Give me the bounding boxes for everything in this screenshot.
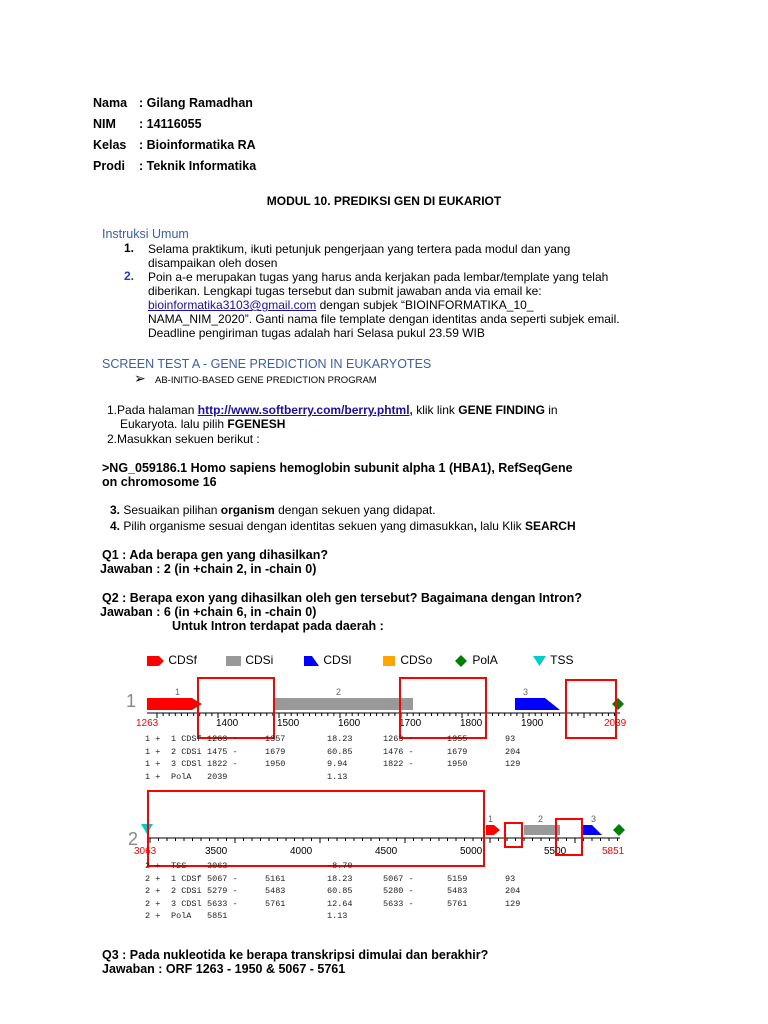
screen-test-subheading: AB-INITIO-BASED GENE PREDICTION PROGRAM xyxy=(155,375,377,386)
table-cell: 93 xyxy=(505,873,516,884)
table-cell: 2 CDSi xyxy=(171,886,202,896)
sequence-line-2: on chromosome 16 xyxy=(102,475,217,489)
tick-label: 3500 xyxy=(205,846,228,857)
table-cell: 129 xyxy=(505,898,521,909)
info-value: : 14116055 xyxy=(139,117,202,131)
table-cell: 5633 - xyxy=(207,898,238,909)
screen-test-heading: SCREEN TEST A - GENE PREDICTION IN EUKARYOTES xyxy=(102,357,432,371)
triangle-icon xyxy=(304,655,320,667)
info-row-nim xyxy=(93,117,202,131)
track-start-label: 3063 xyxy=(134,846,157,857)
table-row xyxy=(145,873,535,886)
table-cell: 5067 - xyxy=(383,873,414,884)
info-label: Nama xyxy=(93,96,128,110)
legend-label: PolA xyxy=(472,653,498,667)
table-cell: 1950 xyxy=(265,759,286,769)
table-cell: 204 xyxy=(505,746,521,757)
table-cell: 1263 - xyxy=(383,734,414,744)
instruction-2-line-1: Poin a-e merupakan tugas yang harus anda kerjakan pada lembar/template yang telah xyxy=(148,270,609,284)
info-value: : Teknik Informatika xyxy=(139,159,257,173)
table-cell: 1 + xyxy=(145,771,161,782)
track-end-label: 2039 xyxy=(604,718,627,729)
table-cell: 1355 xyxy=(447,734,468,744)
instructions-heading: Instruksi Umum xyxy=(102,227,189,241)
exon-label: 3 xyxy=(523,687,529,697)
table-cell: 1679 xyxy=(447,746,468,757)
table-row xyxy=(145,910,535,923)
fgenesh-label: FGENESH xyxy=(227,417,286,431)
info-value: : Gilang Ramadhan xyxy=(139,96,253,110)
step-1-text-mid: klik link xyxy=(412,403,459,417)
table-cell: PolA xyxy=(171,771,192,782)
step-4-text-mid: lalu Klik xyxy=(476,519,525,533)
table-cell: 1.13 xyxy=(327,911,348,921)
tick-label: 5000 xyxy=(460,846,483,857)
instruction-1-line-2: disampaikan oleh dosen xyxy=(148,256,278,270)
table-cell: 1 + xyxy=(145,734,161,744)
legend-label: CDSo xyxy=(400,653,433,667)
legend-tss xyxy=(533,653,573,667)
step-number: 2. xyxy=(107,432,118,446)
step-2 xyxy=(107,432,260,446)
tick-label: 1700 xyxy=(399,718,422,729)
table-cell: TSS xyxy=(171,861,187,871)
answer-2: Jawaban : 6 (in +chain 6, in -chain 0) xyxy=(100,605,317,619)
table-row xyxy=(145,860,535,873)
table-row xyxy=(145,746,535,759)
rect-icon xyxy=(226,655,242,667)
table-cell: 5161 xyxy=(265,873,286,884)
table-cell: 2 + xyxy=(145,861,161,871)
step-4-comma: , xyxy=(473,519,477,533)
exon-cdsi xyxy=(275,698,413,710)
step-1-text: Pada halaman xyxy=(117,403,198,417)
answer-1: Jawaban : 2 (in +chain 2, in -chain 0) xyxy=(100,562,317,576)
table-cell: 1476 - xyxy=(383,746,414,757)
step-3-text-post: dengan sekuen yang didapat. xyxy=(274,503,436,517)
table-row xyxy=(145,898,535,911)
exon-label: 3 xyxy=(591,814,597,824)
track-1-table xyxy=(145,733,535,783)
pola-marker xyxy=(612,698,624,710)
table-cell: 93 xyxy=(505,734,516,744)
exon-cdsi xyxy=(524,825,560,835)
page-title: MODUL 10. PREDIKSI GEN DI EUKARIOT xyxy=(266,194,502,208)
table-cell: 1 + xyxy=(145,759,161,769)
exon-label: 1 xyxy=(175,687,181,697)
table-cell: 1822 - xyxy=(383,759,414,769)
legend-label: CDSf xyxy=(168,653,198,667)
table-cell: 204 xyxy=(505,886,521,896)
table-cell: 18.23 xyxy=(327,873,353,884)
table-cell: PolA xyxy=(171,911,192,921)
exon-cdsf xyxy=(147,698,202,710)
table-cell: 3063 xyxy=(207,861,228,871)
step-number: 1. xyxy=(107,403,118,417)
table-cell: 5280 - xyxy=(383,886,414,896)
axis-ticks xyxy=(150,838,618,843)
table-cell: 1950 xyxy=(447,759,468,769)
table-cell: 1.13 xyxy=(327,771,348,782)
legend-cdsf xyxy=(147,653,197,667)
step-2-text: Masukkan sekuen berikut : xyxy=(117,432,260,446)
info-row-nama xyxy=(93,96,253,110)
table-cell: 1679 xyxy=(265,746,286,757)
exon-cdsl xyxy=(582,825,602,835)
tick-label: 1500 xyxy=(277,718,300,729)
table-cell: 2 + xyxy=(145,886,161,896)
legend-cdsi xyxy=(226,653,273,667)
chain-number: 2 xyxy=(128,829,139,849)
table-row xyxy=(145,733,535,746)
table-cell: 1357 xyxy=(265,734,286,744)
table-cell: 60.85 xyxy=(327,746,353,757)
answer-3: Jawaban : ORF 1263 - 1950 & 5067 - 5761 xyxy=(102,962,346,976)
legend-label: TSS xyxy=(550,653,574,667)
diamond-icon xyxy=(455,655,469,667)
step-number: 4. xyxy=(110,519,121,533)
step-1-line-2 xyxy=(120,417,285,431)
exon-cdsl xyxy=(515,698,560,710)
table-cell: 5761 xyxy=(447,898,468,909)
table-cell: 2 + xyxy=(145,873,161,884)
tick-label: 1600 xyxy=(338,718,361,729)
question-1: Q1 : Ada berapa gen yang dihasilkan? xyxy=(102,548,328,562)
arrow-bullet-icon: ➢ xyxy=(134,370,146,386)
instruction-number: 2. xyxy=(124,269,135,283)
chain-number: 1 xyxy=(126,691,137,711)
instruction-2-line-4: NAMA_NIM_2020”. Ganti nama file template dengan identitas anda seperti subjek email. xyxy=(148,312,620,326)
table-cell: -8.70 xyxy=(327,861,353,871)
table-cell: 18.23 xyxy=(327,734,353,744)
table-cell: 60.85 xyxy=(327,886,353,896)
legend-cdso xyxy=(383,653,432,667)
pola-marker xyxy=(613,824,625,836)
table-cell: 3 CDSl xyxy=(171,759,202,769)
instruction-2-line-3-rest: dengan subjek “BIOINFORMATIKA_10_ xyxy=(316,298,534,312)
table-cell: 5851 xyxy=(207,911,228,921)
step-1-line-1 xyxy=(107,403,558,417)
table-cell: 3 CDSl xyxy=(171,898,202,909)
table-cell: 2 + xyxy=(145,898,161,909)
legend-cdsl xyxy=(304,653,351,667)
gene-finding-label: GENE FINDING xyxy=(458,403,545,417)
intron-highlight-box xyxy=(198,678,274,738)
intron-highlight-box xyxy=(566,680,616,738)
step-number: 3. xyxy=(110,503,121,517)
table-cell: 2 CDSi xyxy=(171,746,202,757)
table-cell: 5279 - xyxy=(207,886,238,896)
table-cell: 1 CDSf xyxy=(171,734,202,744)
table-cell: 129 xyxy=(505,759,521,769)
intron-highlight-box xyxy=(148,791,484,866)
info-label: NIM xyxy=(93,117,116,131)
tick-label: 4000 xyxy=(290,846,313,857)
step-3 xyxy=(110,503,436,517)
table-cell: 5761 xyxy=(265,898,286,909)
table-cell: 2 + xyxy=(145,911,161,921)
instruction-2-line-5: Deadline pengiriman tugas adalah hari Selasa pukul 23.59 WIB xyxy=(148,326,485,340)
instruction-2-line-2: diberikan. Lengkapi tugas tersebut dan submit jawaban anda via email ke: xyxy=(148,284,542,298)
table-cell: 1263 - xyxy=(207,734,238,744)
table-cell: 1822 - xyxy=(207,759,238,769)
table-cell: 5067 - xyxy=(207,873,238,884)
table-row xyxy=(145,771,535,784)
step-4-text: Pilih organisme sesuai dengan identitas sekuen yang dimasukkan xyxy=(123,519,474,533)
exon-label: 1 xyxy=(488,814,494,824)
tick-label: 1400 xyxy=(216,718,239,729)
legend-label: CDSl xyxy=(323,653,352,667)
info-label: Kelas xyxy=(93,138,127,152)
info-label: Prodi xyxy=(93,159,125,173)
arrow-right-icon xyxy=(147,655,165,667)
triangle-down-icon xyxy=(533,655,547,667)
table-cell: 5159 xyxy=(447,873,468,884)
email-link[interactable]: bioinformatika3103@gmail.com xyxy=(148,298,317,312)
step-3-text: Sesuaikan pilihan xyxy=(123,503,221,517)
table-cell: 1 CDSf xyxy=(171,873,202,884)
table-cell: 5633 - xyxy=(383,898,414,909)
softberry-link[interactable]: http://www.softberry.com/berry.phtml, xyxy=(197,403,413,417)
answer-2-intron: Untuk Intron terdapat pada daerah : xyxy=(172,619,384,633)
table-cell: 9.94 xyxy=(327,759,348,769)
question-2: Q2 : Berapa exon yang dihasilkan oleh gen tersebut? Bagaimana dengan Intron? xyxy=(102,591,582,605)
table-cell: 5483 xyxy=(447,886,468,896)
info-value: : Bioinformatika RA xyxy=(139,138,256,152)
search-label: SEARCH xyxy=(524,519,576,533)
info-row-kelas xyxy=(93,138,256,152)
track-start-label: 1263 xyxy=(136,718,159,729)
info-row-prodi xyxy=(93,159,256,173)
table-cell: 2039 xyxy=(207,771,228,782)
table-row xyxy=(145,758,535,771)
instruction-2-line-3 xyxy=(148,298,533,312)
table-row xyxy=(145,885,535,898)
step-1-line-2-text: Eukaryota. lalu pilih xyxy=(120,417,228,431)
sequence-line-1: >NG_059186.1 Homo sapiens hemoglobin subunit alpha 1 (HBA1), RefSeqGene xyxy=(102,461,573,475)
exon-cdsf xyxy=(486,825,500,835)
instruction-number: 1. xyxy=(124,241,135,255)
exon-label: 2 xyxy=(336,687,342,697)
instruction-1-line-1: Selama praktikum, ikuti petunjuk pengerjaan yang tertera pada modul dan yang xyxy=(148,242,571,256)
organism-label: organism xyxy=(220,503,275,517)
tick-label: 4500 xyxy=(375,846,398,857)
track-2-table xyxy=(145,860,535,923)
legend-pola xyxy=(455,653,498,667)
tick-label: 1800 xyxy=(460,718,483,729)
table-cell: 5483 xyxy=(265,886,286,896)
table-cell: 1475 - xyxy=(207,746,238,757)
step-4 xyxy=(110,519,576,533)
table-cell: 1 + xyxy=(145,746,161,757)
legend-label: CDSi xyxy=(245,653,274,667)
track-end-label: 5851 xyxy=(602,846,625,857)
question-3: Q3 : Pada nukleotida ke berapa transkripsi dimulai dan berakhir? xyxy=(102,948,489,962)
step-1-text-post: in xyxy=(544,403,558,417)
tick-label: 1900 xyxy=(521,718,544,729)
intron-highlight-box xyxy=(505,823,522,847)
tick-label: 5500 xyxy=(544,846,567,857)
square-icon xyxy=(383,655,397,667)
table-cell: 12.64 xyxy=(327,898,353,909)
exon-label: 2 xyxy=(538,814,544,824)
